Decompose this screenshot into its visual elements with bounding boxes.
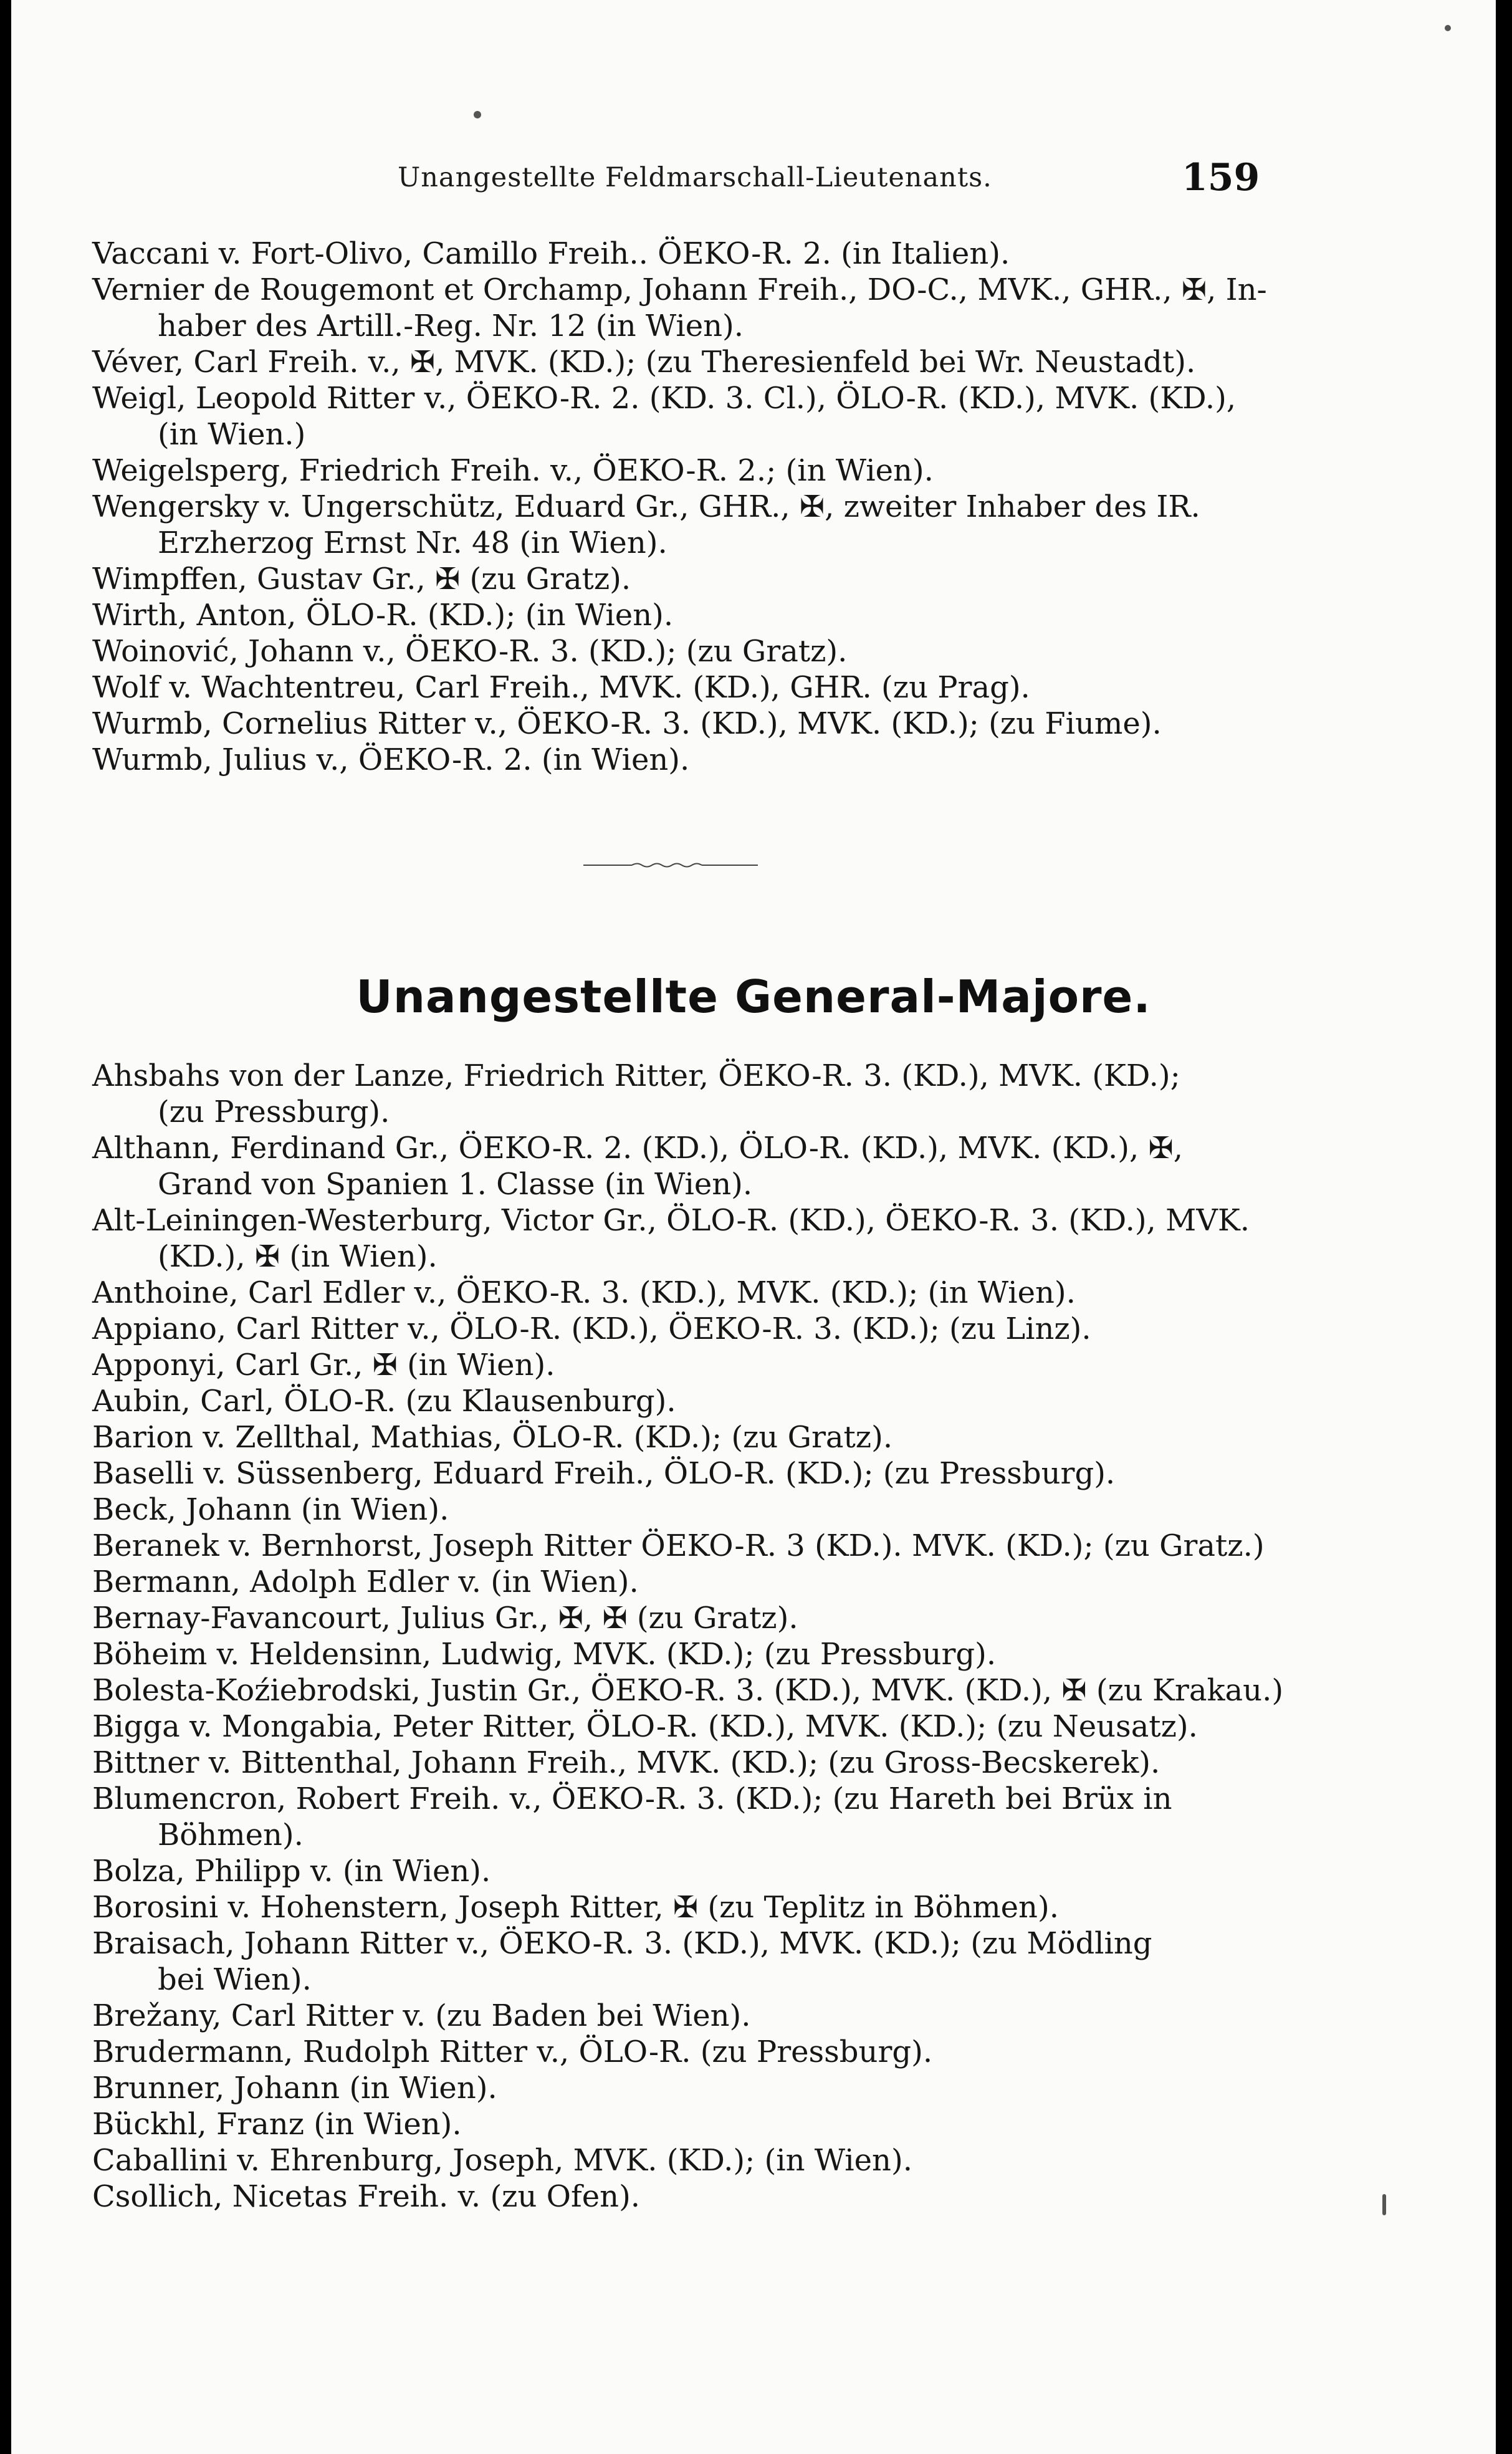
book-page (11, 0, 1496, 2454)
entry-line: Wolf v. Wachtentreu, Carl Freih., MVK. (KD.), GHR. (zu Prag). (92, 670, 1030, 705)
entry-line: Brudermann, Rudolph Ritter v., ÖLO-R. (zu Pressburg). (92, 2035, 933, 2069)
entry-line-continuation: (KD.), ✠ (in Wien). (158, 1239, 438, 1274)
running-head (11, 156, 1496, 206)
entry-line: Wurmb, Julius v., ÖEKO-R. 2. (in Wien). (92, 742, 690, 777)
entry-line: Blumencron, Robert Freih. v., ÖEKO-R. 3. (KD.); (zu Hareth bei Brüx in (92, 1781, 1172, 1816)
ink-speck (474, 111, 481, 118)
entry-line: Baselli v. Süssenberg, Eduard Freih., ÖLO-R. (KD.); (zu Pressburg). (92, 1456, 1116, 1491)
entry-line-continuation: (zu Pressburg). (158, 1095, 390, 1129)
entry-line: Alt-Leiningen-Westerburg, Victor Gr., ÖLO-R. (KD.), ÖEKO-R. 3. (KD.), MVK. (92, 1203, 1250, 1238)
entry-line: Bittner v. Bittenthal, Johann Freih., MVK. (KD.); (zu Gross-Becskerek). (92, 1745, 1160, 1780)
entry-line: Böheim v. Heldensinn, Ludwig, MVK. (KD.); (zu Pressburg). (92, 1637, 997, 1672)
ink-speck (1445, 25, 1451, 31)
entry-line: Weigelsperg, Friedrich Freih. v., ÖEKO-R. 2.; (in Wien). (92, 453, 934, 488)
entry-line: Bolza, Philipp v. (in Wien). (92, 1854, 491, 1889)
entry-line: Anthoine, Carl Edler v., ÖEKO-R. 3. (KD.), MVK. (KD.); (in Wien). (92, 1275, 1076, 1310)
entry-line: Aubin, Carl, ÖLO-R. (zu Klausenburg). (92, 1384, 676, 1419)
entry-line: Véver, Carl Freih. v., ✠, MVK. (KD.); (zu Theresienfeld bei Wr. Neustadt). (92, 345, 1196, 380)
entry-line-continuation: bei Wien). (158, 1962, 312, 1997)
entry-line: Brežany, Carl Ritter v. (zu Baden bei Wien). (92, 1998, 751, 2033)
entry-line-continuation: Grand von Spanien 1. Classe (in Wien). (158, 1167, 753, 1202)
entry-line: Althann, Ferdinand Gr., ÖEKO-R. 2. (KD.), ÖLO-R. (KD.), MVK. (KD.), ✠, (92, 1131, 1183, 1166)
entry-line: Wengersky v. Ungerschütz, Eduard Gr., GHR., ✠, zweiter Inhaber des IR. (92, 489, 1200, 524)
entry-line: Bigga v. Mongabia, Peter Ritter, ÖLO-R. (KD.), MVK. (KD.); (zu Neusatz). (92, 1709, 1198, 1744)
entry-line: Brunner, Johann (in Wien). (92, 2071, 497, 2106)
entry-line: Apponyi, Carl Gr., ✠ (in Wien). (92, 1348, 555, 1383)
section-general-majore (92, 1058, 1284, 2215)
section-feldmarschall-lieutenants (92, 236, 1276, 778)
running-title: Unangestellte Feldmarschall-Lieutenants. (398, 162, 992, 193)
section-heading: Unangestellte General-Majore. (356, 971, 1151, 1023)
entry-line: Vernier de Rougemont et Orchamp, Johann Freih., DO-C., MVK., GHR., ✠, In- (92, 272, 1267, 307)
entry-line: Beranek v. Bernhorst, Joseph Ritter ÖEKO-R. 3 (KD.). MVK. (KD.); (zu Gratz.) (92, 1528, 1265, 1563)
entry-line-continuation: Erzherzog Ernst Nr. 48 (in Wien). (158, 525, 667, 560)
ink-speck (1382, 2194, 1386, 2215)
entry-line: Caballini v. Ehrenburg, Joseph, MVK. (KD.); (in Wien). (92, 2143, 912, 2178)
entry-line: Beck, Johann (in Wien). (92, 1492, 449, 1527)
entry-line-continuation: (in Wien.) (158, 417, 306, 452)
ornamental-divider (583, 862, 758, 868)
entry-line: Bolesta-Koźiebrodski, Justin Gr., ÖEKO-R. 3. (KD.), MVK. (KD.), ✠ (zu Krakau.) (92, 1673, 1284, 1708)
entry-line: Appiano, Carl Ritter v., ÖLO-R. (KD.), ÖEKO-R. 3. (KD.); (zu Linz). (92, 1311, 1091, 1346)
entry-line: Bückhl, Franz (in Wien). (92, 2107, 462, 2142)
entry-line: Ahsbahs von der Lanze, Friedrich Ritter, ÖEKO-R. 3. (KD.), MVK. (KD.); (92, 1058, 1180, 1093)
entry-line: Woinović, Johann v., ÖEKO-R. 3. (KD.); (zu Gratz). (92, 634, 848, 669)
entry-line: Bernay-Favancourt, Julius Gr., ✠, ✠ (zu Gratz). (92, 1601, 798, 1636)
entry-line: Borosini v. Hohenstern, Joseph Ritter, ✠ (zu Teplitz in Böhmen). (92, 1890, 1059, 1925)
page-number: 159 (1182, 156, 1260, 199)
entry-line: Wurmb, Cornelius Ritter v., ÖEKO-R. 3. (KD.), MVK. (KD.); (zu Fiume). (92, 706, 1162, 741)
entry-line: Wirth, Anton, ÖLO-R. (KD.); (in Wien). (92, 598, 674, 633)
entry-line-continuation: haber des Artill.-Reg. Nr. 12 (in Wien). (158, 309, 744, 343)
entry-line: Weigl, Leopold Ritter v., ÖEKO-R. 2. (KD. 3. Cl.), ÖLO-R. (KD.), MVK. (KD.), (92, 381, 1237, 416)
entry-line: Braisach, Johann Ritter v., ÖEKO-R. 3. (KD.), MVK. (KD.); (zu Mödling (92, 1926, 1152, 1961)
entry-line-continuation: Böhmen). (158, 1818, 304, 1852)
entry-line: Wimpffen, Gustav Gr., ✠ (zu Gratz). (92, 562, 631, 597)
entry-line: Csollich, Nicetas Freih. v. (zu Ofen). (92, 2179, 641, 2214)
entry-line: Bermann, Adolph Edler v. (in Wien). (92, 1565, 639, 1599)
entry-line: Barion v. Zellthal, Mathias, ÖLO-R. (KD.); (zu Gratz). (92, 1420, 893, 1455)
entry-line: Vaccani v. Fort-Olivo, Camillo Freih.. ÖEKO-R. 2. (in Italien). (92, 236, 1010, 271)
